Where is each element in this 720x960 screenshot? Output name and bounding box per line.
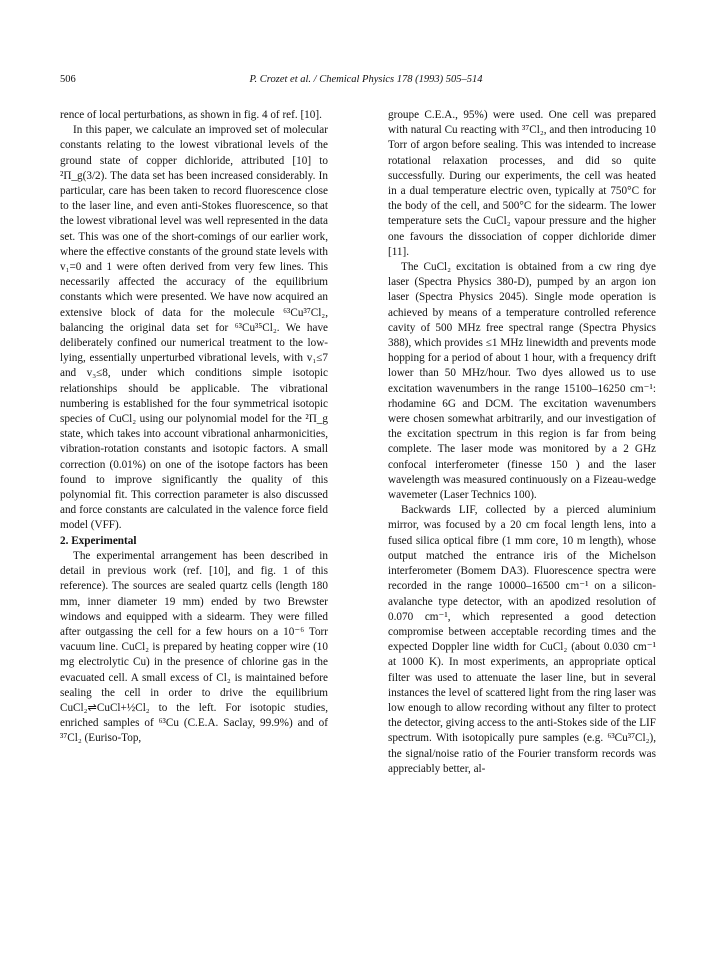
left-column bbox=[60, 108, 328, 747]
page-header bbox=[60, 74, 672, 88]
paragraph: The CuCl₂ excitation is obtained from a cw ring dye laser (Spectra Physics 380-D), pumped by an argon ion laser (Spectra Physics 2045). Single mode operation is achieved by means of a temperature controlled reference cavity of 500 MHz free spectral range (Spectra Physics 388), which provides ≤1 MHz linewidth and prevents mode hopping for a period of about 1 hour, with a frequency drift lower than 50 MHz/hour. Two dyes allowed us to use excitation wavenumbers in the range 15100–16250 cm⁻¹: rhodamine 6G and DCM. The excitation wavenumbers were chosen somewhat arbitrarily, and our investigation of the excitation spectrum in this region is far from being complete. The laser mode was monitored by a 2 GHz confocal interferometer (finesse 150 ) and the laser wavelength was measured continuously on a Fizeau-wedge wavemeter (Laser Technics 100). bbox=[388, 261, 656, 502]
paragraph: rence of local perturbations, as shown in fig. 4 of ref. [10]. bbox=[60, 109, 322, 121]
section-heading: 2. Experimental bbox=[60, 534, 137, 547]
paragraph: In this paper, we calculate an improved set of molecular constants relating to the lowest vibrational levels of the ground state of copper dichloride, attributed [10] to ²Π_g(3/2). The data set has been increased considerably. In particular, care has been taken to record fluorescence close to the laser line, and even anti-Stokes fluorescence, so that the lowest vibrational level was well represented in the data set. This was one of the short-comings of our earlier work, where the effective constants of the ground state levels with v₁=0 and 1 were often derived from very few lines. This necessarily affected the accuracy of the equilibrium constants which were presented. We have now acquired an extensive block of data for the molecule ⁶³Cu³⁷Cl₂, balancing the original data set for ⁶³Cu³⁵Cl₂. We have deliberately confined our numerical treatment to the low-lying, essentially unperturbed vibrational levels, with v₁≤7 and v₃≤8, under which conditions simple isotopic relationships should be applicable. The vibrational numbering is established for the four symmetrical isotopic species of CuCl₂ using our polynomial model for the ²Π_g state, which takes into account vibrational anharmonicities, vibration-rotation constants and isotopic factors. A small correction (0.01%) on one of the isotope factors has been found to improve significantly the quality of this polynomial fit. This correction parameter is also discussed and force constants are calculated in the valence force field model (VFF). bbox=[60, 124, 328, 532]
paragraph: The experimental arrangement has been described in detail in previous work (ref. [10], and fig. 1 of this reference). The sources are sealed quartz cells (length 180 mm, inner diameter 19 mm) ended by two Brewster windows and equipped with a sidearm. They were filled after outgassing the cell for a few hours on a 10⁻⁶ Torr vacuum line. CuCl₂ is prepared by heating copper wire (10 mg electrolytic Cu) in the presence of chlorine gas in the evacuated cell. A small excess of Cl₂ is maintained before sealing the cell in order to drive the equilibrium CuCl₂⇌CuCl+½Cl₂ to the left. For isotopic studies, enriched samples of ⁶³Cu (C.E.A. Saclay, 99.9%) and of ³⁷Cl₂ (Euriso-Top, bbox=[60, 549, 328, 745]
right-column bbox=[388, 108, 656, 777]
paragraph: groupe C.E.A., 95%) were used. One cell was prepared with natural Cu reacting with ³⁷Cl₂, and then introducing 10 Torr of argon before sealing. This was intended to increase rotational relaxation processes, and did so quite successfully. During our experiments, the cell was heated in a dual temperature electric oven, typically at 750°C for the body of the cell, and 500°C for the sidearm. The lower temperature sets the CuCl₂ vapour pressure and the higher one favours the dissociation of copper dichloride dimer [11]. bbox=[388, 109, 656, 258]
paragraph: Backwards LIF, collected by a pierced aluminium mirror, was focused by a 20 cm focal length lens, into a fused silica optical fibre (1 mm core, 10 m length), whose output matched the entrance iris of the Michelson interferometer (Bomem DA3). Fluorescence spectra were recorded in the range 10000–16500 cm⁻¹ on a silicon-avalanche type detector, with an apodized resolution of 0.070 cm⁻¹, which represented a good detection compromise between acceptable recording times and the expected Doppler line width for CuCl₂ (about 0.030 cm⁻¹ at 1000 K). In most experiments, an appropriate optical filter was used to attenuate the laser line, but in several instances the level of scattered light from the ring laser was low enough to allow recording without any filter to protect the detector, giving access to the anti-Stokes side of the LIF spectrum. With isotopically pure samples (e.g. ⁶³Cu³⁷Cl₂), the signal/noise ratio of the Fourier transform records was appreciably better, al- bbox=[388, 504, 656, 775]
running-head: P. Crozet et al. / Chemical Physics 178 (1993) 505–514 bbox=[249, 74, 483, 85]
page-number: 506 bbox=[60, 74, 76, 85]
